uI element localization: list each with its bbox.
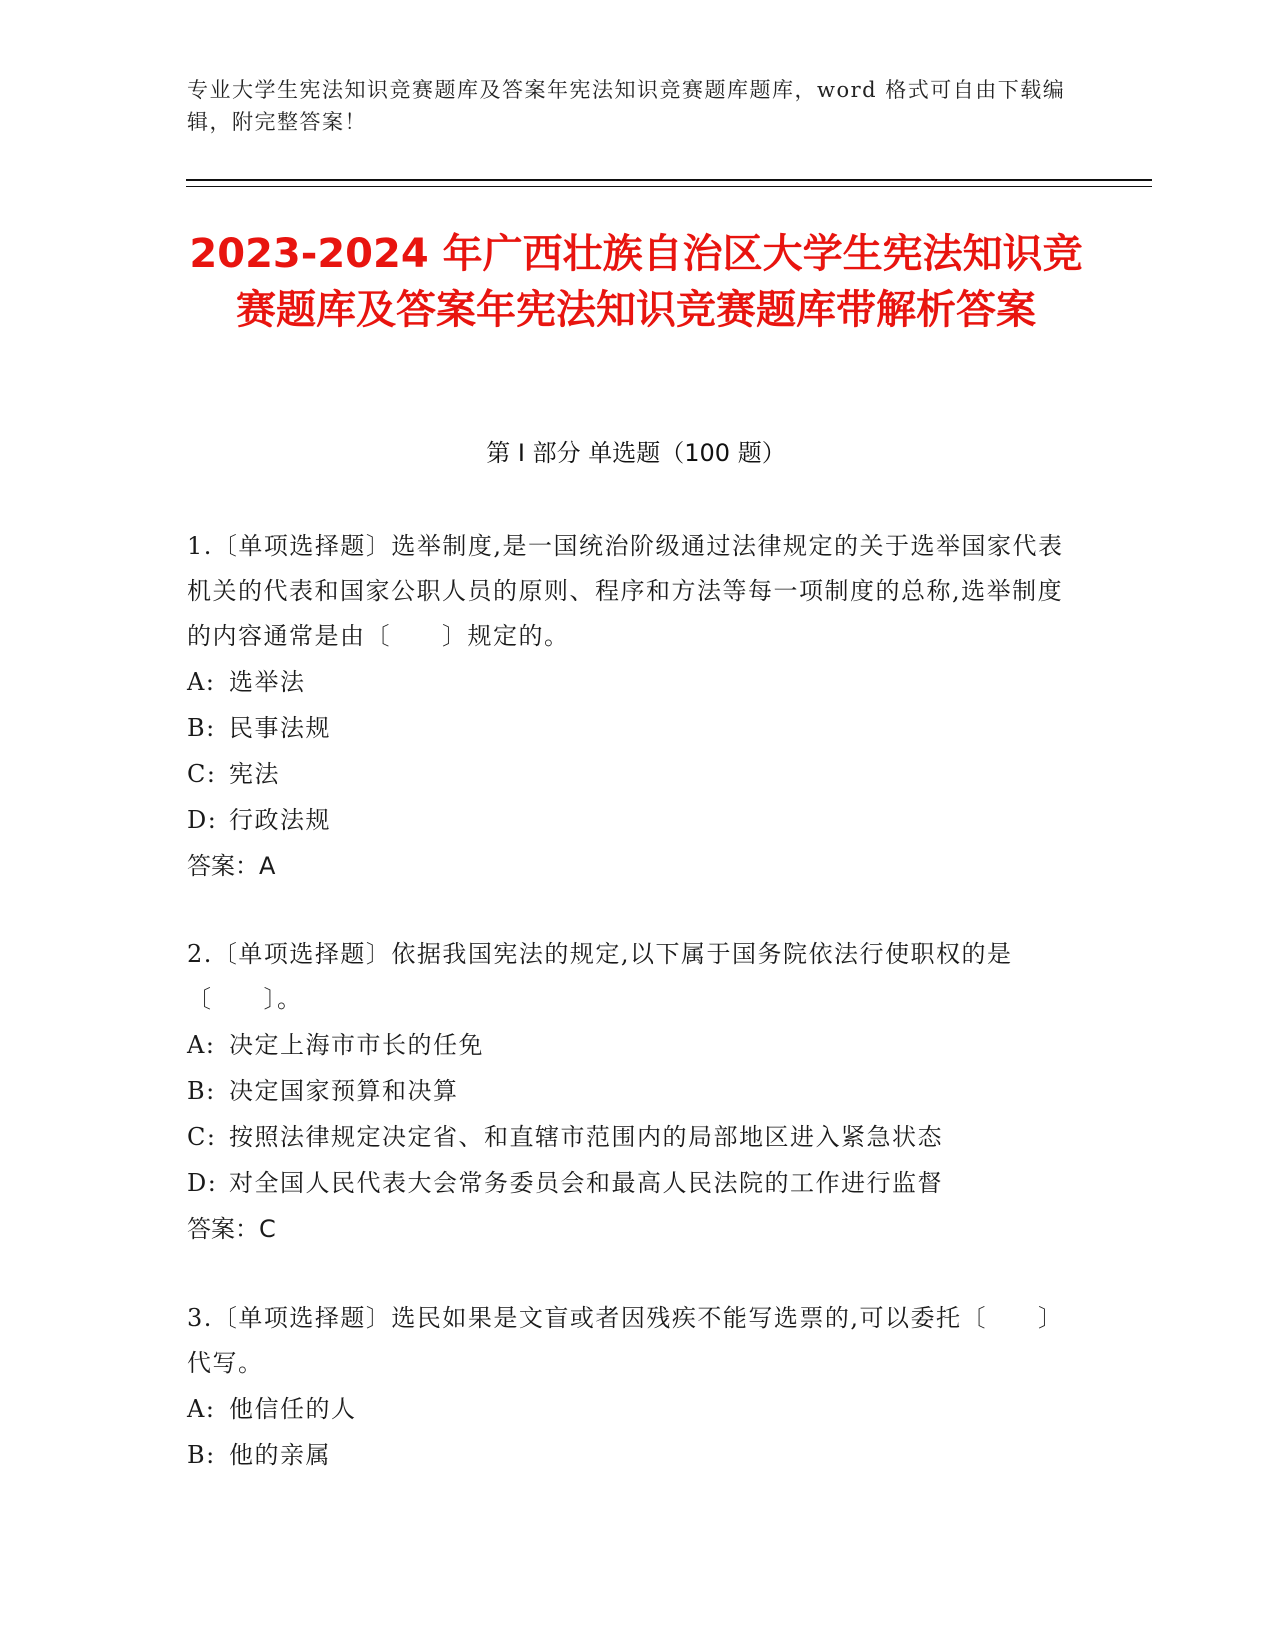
option-letter: C: bbox=[187, 1123, 217, 1151]
option-text: 对全国人民代表大会常务委员会和最高人民法院的工作进行监督 bbox=[229, 1169, 943, 1197]
option-letter: C: bbox=[187, 760, 217, 788]
option-text: 按照法律规定决定省、和直辖市范围内的局部地区进入紧急状态 bbox=[229, 1123, 943, 1151]
question-2 bbox=[187, 932, 1087, 1252]
option-text: 他信任的人 bbox=[229, 1395, 357, 1423]
header-divider-thin bbox=[186, 186, 1152, 187]
option-letter: A: bbox=[187, 1031, 216, 1059]
option-c bbox=[187, 1114, 1087, 1160]
answer-line: 答案：A bbox=[187, 852, 276, 880]
question-3 bbox=[187, 1296, 1087, 1478]
question-stem: 2.〔单项选择题〕依据我国宪法的规定,以下属于国务院依法行使职权的是〔 〕。 bbox=[187, 940, 1013, 1013]
option-b bbox=[187, 1068, 1087, 1114]
option-text: 宪法 bbox=[229, 760, 280, 788]
option-letter: B: bbox=[187, 1077, 216, 1105]
option-letter: D: bbox=[187, 806, 218, 834]
section-heading: 第 I 部分 单选题（100 题） bbox=[486, 439, 786, 467]
option-b bbox=[187, 1432, 1087, 1478]
option-c bbox=[187, 751, 1087, 797]
header-note: 专业大学生宪法知识竞赛题库及答案年宪法知识竞赛题库题库，word 格式可自由下载编辑，附完整答案！ bbox=[187, 78, 1066, 134]
option-letter: B: bbox=[187, 714, 216, 742]
question-stem: 3.〔单项选择题〕选民如果是文盲或者因残疾不能写选票的,可以委托〔 〕代写。 bbox=[187, 1304, 1064, 1377]
option-text: 他的亲属 bbox=[229, 1441, 331, 1469]
question-stem: 1.〔单项选择题〕选举制度,是一国统治阶级通过法律规定的关于选举国家代表机关的代表和国家公职人员的原则、程序和方法等每一项制度的总称,选举制度的内容通常是由〔 〕规定的。 bbox=[187, 532, 1064, 650]
option-b bbox=[187, 705, 1087, 751]
option-text: 决定上海市市长的任免 bbox=[229, 1031, 484, 1059]
question-1 bbox=[187, 524, 1087, 889]
header-divider-thick bbox=[186, 179, 1152, 181]
option-text: 决定国家预算和决算 bbox=[229, 1077, 459, 1105]
option-letter: A: bbox=[187, 668, 216, 696]
option-text: 选举法 bbox=[229, 668, 306, 696]
option-a bbox=[187, 659, 1087, 705]
option-letter: D: bbox=[187, 1169, 218, 1197]
option-letter: A: bbox=[187, 1395, 216, 1423]
option-letter: B: bbox=[187, 1441, 216, 1469]
option-a bbox=[187, 1022, 1087, 1068]
option-d bbox=[187, 1160, 1087, 1206]
document-title: 2023-2024 年广西壮族自治区大学生宪法知识竞赛题库及答案年宪法知识竞赛题库带解析答案 bbox=[189, 231, 1083, 333]
option-text: 民事法规 bbox=[229, 714, 331, 742]
answer-line: 答案：C bbox=[187, 1215, 276, 1243]
option-d bbox=[187, 797, 1087, 843]
option-a bbox=[187, 1386, 1087, 1432]
option-text: 行政法规 bbox=[229, 806, 331, 834]
